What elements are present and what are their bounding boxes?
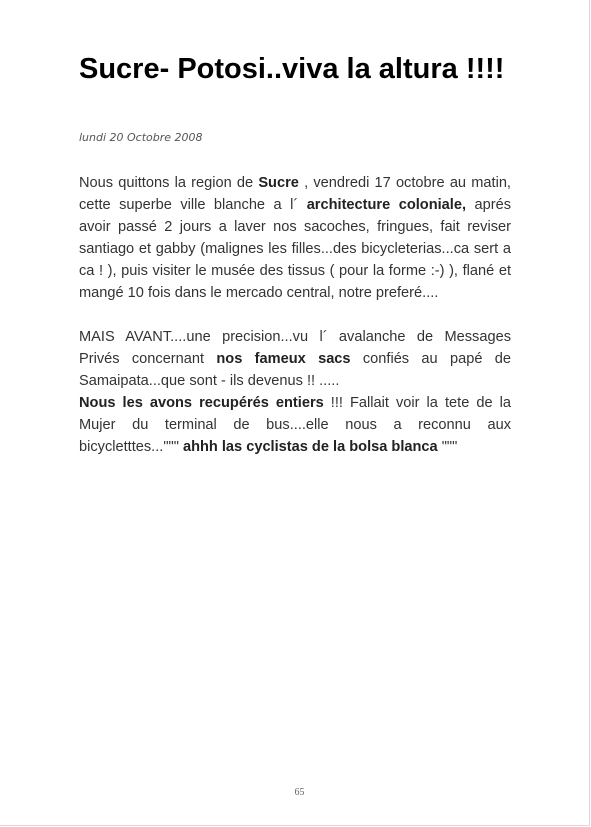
paragraph-1 [79,172,511,304]
text-run-bold: ahhh las cyclistas de la bolsa blanca [182,439,438,455]
post-date: lundi 20 Octobre 2008 [79,131,203,144]
paragraph-3 [79,392,511,458]
text-run: """ [437,439,458,455]
text-run: confiés au papé de Samaipata...que sont - ils devenus !! ..... [79,351,511,389]
text-run: aprés avoir passé 2 jours a laver nos sacoches, fringues, fait reviser santiago et gabby (malignes les filles...des bicycleterias...ca sert a ca ! ), puis visiter le musée des tissus ( pour la forme :-) ), flané et mangé 10 fois dans le mercado central, notre preferé.... [79,197,511,301]
paragraph-2 [79,326,511,392]
text-run-bold: nos fameux sacs [216,351,351,367]
text-run-bold: Sucre [258,175,299,191]
text-run: MAIS AVANT....une precision...vu l´ avalanche de Messages Privés concernant [79,329,511,367]
text-run: !!! Fallait voir la tete de la Mujer du terminal de bus....elle nous a reconnu aux bicycletttes...""" [79,395,511,455]
text-run-bold: architecture coloniale, [306,197,467,213]
text-run: Nous quittons la region de [79,175,259,191]
post-body [79,172,511,458]
text-run-bold: Nous les avons recupérés entiers [79,395,324,411]
text-run: , vendredi 17 octobre au matin, cette superbe ville blanche a l´ [79,175,511,213]
page-number: 65 [294,787,305,798]
post-title: Sucre- Potosi..viva la altura !!!! [79,53,505,85]
